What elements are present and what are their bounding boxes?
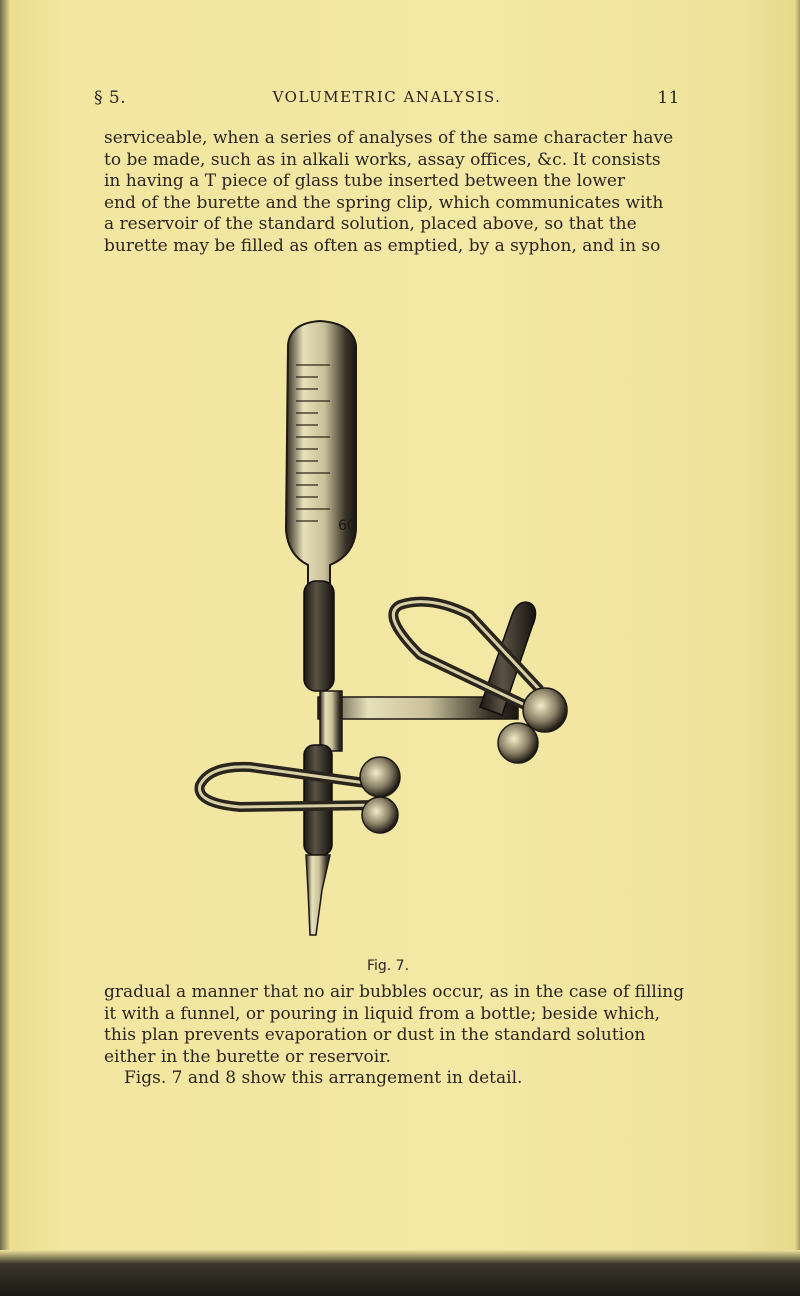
running-header: [94, 88, 680, 114]
text-line: end of the burette and the spring clip, which communicates with: [104, 192, 664, 213]
clip-disc-lower-a: [360, 757, 400, 797]
text-line: a reservoir of the standard solution, placed above, so that the: [104, 214, 637, 235]
text-line: serviceable, when a series of analyses of the same character have: [104, 128, 674, 148]
running-title: VOLUMETRIC ANALYSIS.: [272, 88, 502, 106]
text-line: this plan prevents evaporation or dust in the standard solution: [104, 1025, 646, 1046]
text-line: burette may be filled as often as emptied, by a syphon, and in so: [104, 235, 661, 256]
binding-edge-right: [794, 0, 800, 1296]
page-bottom-edge: [0, 1250, 800, 1296]
rubber-joint-lower: [304, 745, 332, 855]
clip-disc-upper-b: [498, 723, 538, 763]
text-line: gradual a manner that no air bubbles occur, as in the case of filling: [104, 982, 685, 1002]
paragraph-bottom: [104, 982, 684, 1090]
binding-edge-left: [0, 0, 10, 1296]
burette-graduation-label: 60: [338, 518, 356, 534]
rubber-joint-upper: [304, 581, 334, 691]
text-line: in having a T piece of glass tube inserted between the lower: [104, 171, 626, 192]
text-line: it with a funnel, or pouring in liquid from a bottle; beside which,: [104, 1003, 661, 1024]
text-line: to be made, such as in alkali works, assay offices, &c. It consists: [104, 149, 661, 170]
burette-tube: [286, 321, 356, 583]
text-line: either in the burette or reservoir.: [104, 1046, 391, 1067]
burette-jet: [306, 855, 330, 935]
figure-caption: [0, 958, 800, 974]
paragraph-top: [104, 128, 684, 258]
text-line: Figs. 7 and 8 show this arrangement in detail.: [124, 1068, 523, 1089]
clip-disc-upper-a: [523, 688, 567, 732]
page-number: 11: [657, 88, 680, 108]
burette-illustration: [180, 315, 580, 945]
clip-disc-lower-b: [362, 797, 398, 833]
caption-text: Fig. 7.: [366, 958, 410, 974]
section-number: § 5.: [94, 88, 127, 108]
